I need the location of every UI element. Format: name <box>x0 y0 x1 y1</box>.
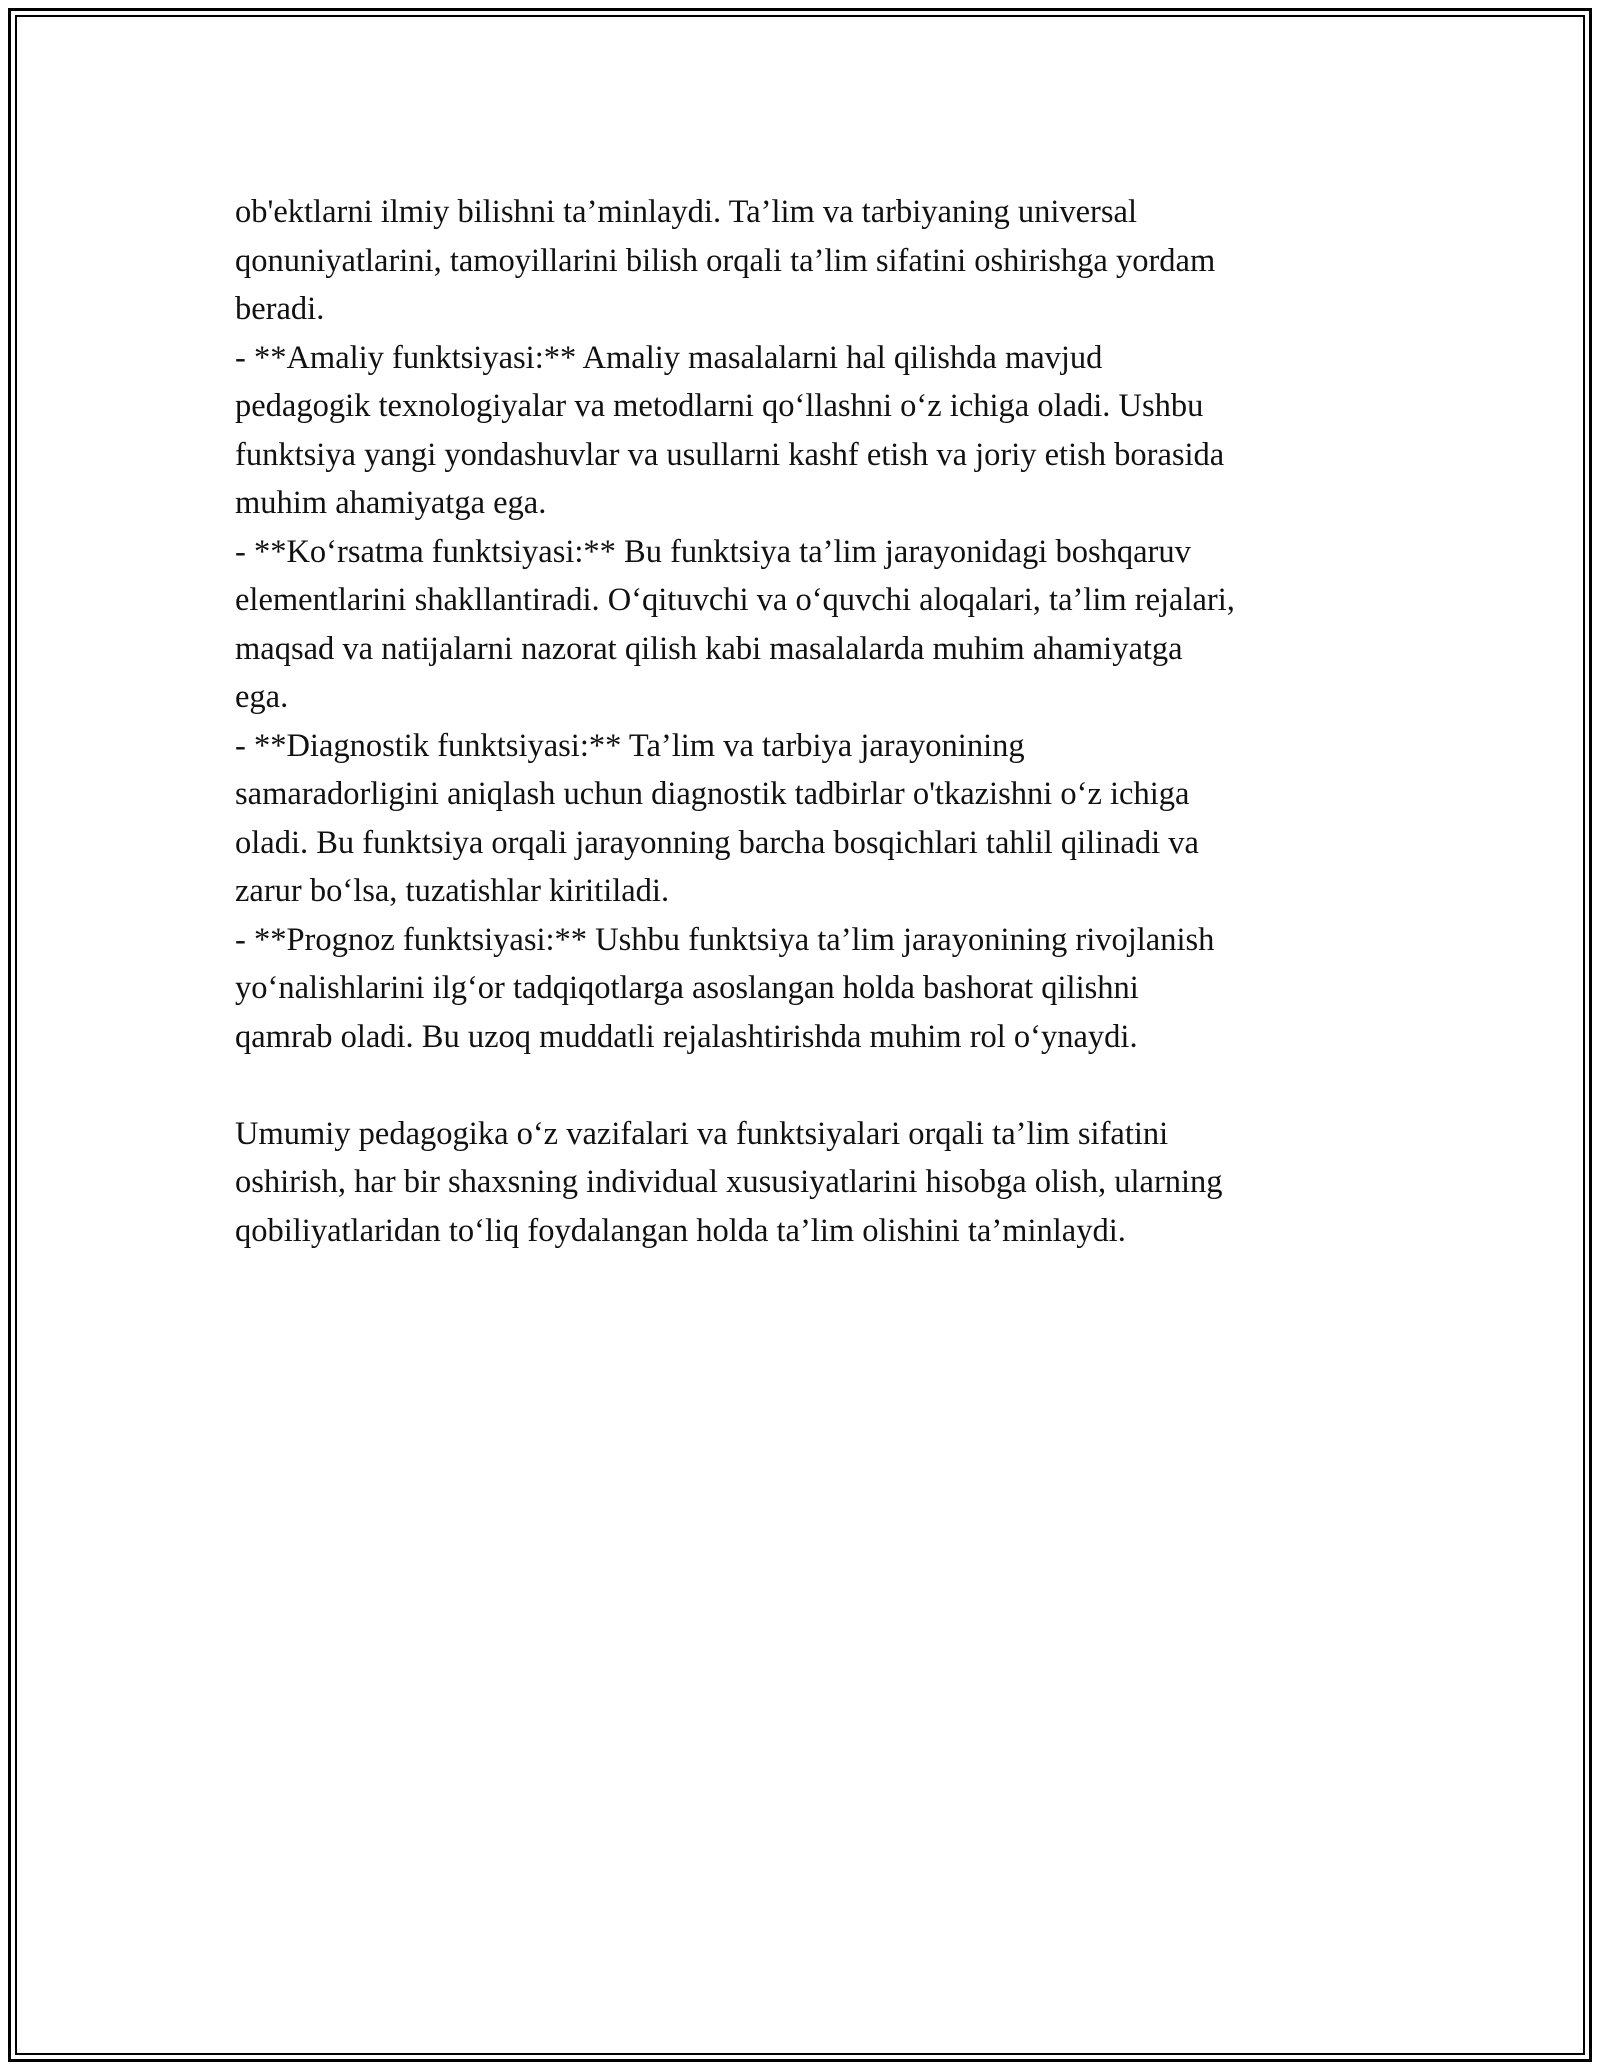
conclusion-line: qobiliyatlaridan to‘liq foydalangan holda ta’lim olishini ta’minlaydi. <box>235 1212 1126 1249</box>
conclusion-line: oshirish, har bir shaxsning individual xususiyatlarini hisobga olish, ularning <box>235 1164 1223 1200</box>
document-body <box>235 188 1370 1255</box>
text-line: - **Amaliy funktsiyasi:** Amaliy masalalarni hal qilishda mavjud <box>235 339 1103 376</box>
text-line: muhim ahamiyatga ega. <box>235 485 547 521</box>
text-line: beradi. <box>235 291 325 327</box>
conclusion-line: Umumiy pedagogika o‘z vazifalari va funktsiyalari orqali ta’lim sifatini <box>235 1115 1169 1152</box>
text-line: funktsiya yangi yondashuvlar va usullarni kashf etish va joriy etish borasida <box>235 436 1225 473</box>
text-line: - **Ko‘rsatma funktsiyasi:** Bu funktsiya ta’lim jarayonidagi boshqaruv <box>235 533 1191 570</box>
text-line: maqsad va natijalarni nazorat qilish kabi masalalarda muhim ahamiyatga <box>235 630 1183 667</box>
text-line: elementlarini shakllantiradi. O‘qituvchi va o‘quvchi aloqalari, ta’lim rejalari, <box>235 582 1235 618</box>
text-line: ega. <box>235 679 289 715</box>
text-line: oladi. Bu funktsiya orqali jarayonning barcha bosqichlari tahlil qilinadi va <box>235 824 1199 861</box>
text-line: - **Diagnostik funktsiyasi:** Ta’lim va tarbiya jarayonining <box>235 727 1025 764</box>
text-line: zarur bo‘lsa, tuzatishlar kiritiladi. <box>235 873 670 909</box>
text-line: qonuniyatlarini, tamoyillarini bilish orqali ta’lim sifatini oshirishga yordam <box>235 242 1216 279</box>
text-line: ob'ektlarni ilmiy bilishni ta’minlaydi. Ta’lim va tarbiyaning universal <box>235 194 1137 230</box>
text-line: samaradorligini aniqlash uchun diagnostik tadbirlar o'tkazishni o‘z ichiga <box>235 776 1190 812</box>
text-line: yo‘nalishlarini ilg‘or tadqiqotlarga asoslangan holda bashorat qilishni <box>235 970 1139 1006</box>
paragraph-spacer <box>235 1061 1370 1110</box>
text-line: qamrab oladi. Bu uzoq muddatli rejalashtirishda muhim rol o‘ynaydi. <box>235 1018 1138 1055</box>
text-line: - **Prognoz funktsiyasi:** Ushbu funktsiya ta’lim jarayonining rivojlanish <box>235 921 1215 958</box>
text-line: pedagogik texnologiyalar va metodlarni qo‘llashni o‘z ichiga oladi. Ushbu <box>235 388 1204 424</box>
